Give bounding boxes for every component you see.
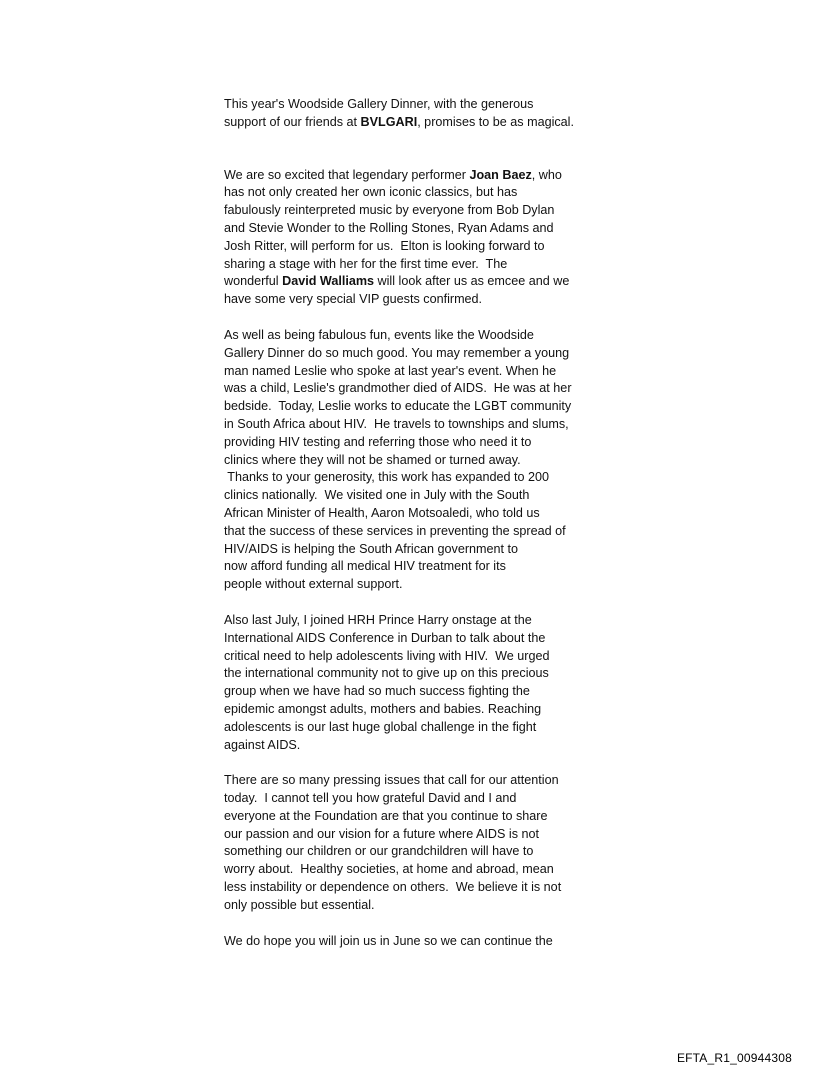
paragraph-spacer (224, 309, 596, 327)
text-line (224, 202, 596, 220)
text-run: has not only created her own iconic classics, but has (224, 185, 518, 200)
text-run: Josh Ritter, will perform for us. Elton is looking forward to (224, 238, 545, 253)
text-line (224, 683, 596, 701)
text-line (224, 879, 596, 897)
bold-name: David Walliams (282, 274, 375, 289)
text-run: man named Leslie who spoke at last year's event. When he (224, 363, 557, 378)
text-line (224, 96, 596, 114)
text-line (224, 701, 596, 719)
text-line (224, 772, 596, 790)
text-run: people without external support. (224, 577, 403, 592)
paragraph-spacer (224, 132, 596, 167)
text-line (224, 238, 596, 256)
text-run: Also last July, I joined HRH Prince Harry onstage at the (224, 612, 532, 627)
paragraph (224, 933, 596, 951)
text-line (224, 291, 596, 309)
document-id-stamp: EFTA_R1_00944308 (676, 1051, 792, 1065)
paragraph-spacer (224, 915, 596, 933)
text-line (224, 167, 596, 185)
text-run: epidemic amongst adults, mothers and babies. Reaching (224, 701, 542, 716)
text-run: the international community not to give up on this precious (224, 666, 549, 681)
text-run: less instability or dependence on others. We believe it is not (224, 880, 562, 895)
text-run: , who (531, 167, 562, 182)
bold-name: Joan Baez (469, 167, 532, 182)
paragraph (224, 96, 596, 132)
text-run: and Stevie Wonder to the Rolling Stones, Ryan Adams and (224, 220, 554, 235)
text-run: in South Africa about HIV. He travels to townships and slums, (224, 416, 569, 431)
text-run: will look after us as emcee and we (374, 274, 570, 289)
text-line (224, 184, 596, 202)
text-line (224, 505, 596, 523)
text-run: worry about. Healthy societies, at home and abroad, mean (224, 862, 554, 877)
text-run: providing HIV testing and referring those who need it to (224, 434, 532, 449)
text-line (224, 719, 596, 737)
text-line (224, 630, 596, 648)
text-run: everyone at the Foundation are that you continue to share (224, 808, 548, 823)
text-run: only possible but essential. (224, 897, 375, 912)
text-line (224, 808, 596, 826)
text-run: We do hope you will join us in June so we can continue the (224, 933, 553, 948)
text-line (224, 576, 596, 594)
text-run: that the success of these services in preventing the spread of (224, 523, 566, 538)
text-run: clinics nationally. We visited one in July with the South (224, 488, 530, 503)
letter-body (224, 96, 596, 950)
text-run: International AIDS Conference in Durban to talk about the (224, 630, 546, 645)
text-run: now afford funding all medical HIV treatment for its (224, 559, 506, 574)
text-line (224, 469, 596, 487)
text-line (224, 452, 596, 470)
text-line (224, 541, 596, 559)
text-run: group when we have had so much success fighting the (224, 684, 530, 699)
text-run: African Minister of Health, Aaron Motsoaledi, who told us (224, 505, 540, 520)
text-line (224, 897, 596, 915)
paragraph (224, 772, 596, 914)
text-run: We are so excited that legendary performer (224, 167, 470, 182)
text-run: our passion and our vision for a future where AIDS is not (224, 826, 540, 841)
text-run: was a child, Leslie's grandmother died of AIDS. He was at her (224, 381, 572, 396)
text-line (224, 558, 596, 576)
text-run: , promises to be as magical. (417, 114, 574, 129)
text-line (224, 273, 596, 291)
text-run: adolescents is our last huge global challenge in the fight (224, 719, 537, 734)
text-line (224, 220, 596, 238)
text-line (224, 487, 596, 505)
text-run: Gallery Dinner do so much good. You may remember a young (224, 345, 570, 360)
text-line (224, 737, 596, 755)
text-line (224, 416, 596, 434)
text-line (224, 363, 596, 381)
text-line (224, 861, 596, 879)
paragraph (224, 167, 596, 309)
text-run: This year's Woodside Gallery Dinner, with the generous (224, 97, 534, 111)
paragraph-spacer (224, 754, 596, 772)
text-run: support of our friends at (224, 114, 361, 129)
text-line (224, 345, 596, 363)
text-line (224, 327, 596, 345)
text-run: wonderful (224, 274, 283, 289)
text-run: clinics where they will not be shamed or turned away. (224, 452, 521, 467)
text-line (224, 843, 596, 861)
text-line (224, 434, 596, 452)
text-run: sharing a stage with her for the first time ever. The (224, 256, 508, 271)
text-run: fabulously reinterpreted music by everyone from Bob Dylan (224, 203, 555, 218)
paragraph (224, 327, 596, 594)
text-run: There are so many pressing issues that call for our attention (224, 773, 559, 788)
text-run: As well as being fabulous fun, events like the Woodside (224, 327, 534, 342)
text-line (224, 790, 596, 808)
text-line (224, 256, 596, 274)
text-line (224, 648, 596, 666)
bold-name: BVLGARI (360, 114, 418, 129)
text-line (224, 665, 596, 683)
text-run: have some very special VIP guests confirmed. (224, 292, 483, 307)
paragraph (224, 612, 596, 754)
text-line (224, 523, 596, 541)
text-line (224, 380, 596, 398)
text-run: something our children or our grandchildren will have to (224, 844, 534, 859)
text-line (224, 398, 596, 416)
paragraph-spacer (224, 594, 596, 612)
text-run: critical need to help adolescents living with HIV. We urged (224, 648, 550, 663)
text-run: bedside. Today, Leslie works to educate the LGBT community (224, 399, 572, 414)
text-line (224, 933, 596, 951)
text-line (224, 612, 596, 630)
text-run: against AIDS. (224, 737, 301, 752)
text-run: today. I cannot tell you how grateful David and I and (224, 791, 517, 806)
text-line (224, 114, 596, 132)
text-line (224, 826, 596, 844)
text-run: HIV/AIDS is helping the South African government to (224, 541, 519, 556)
text-run: Thanks to your generosity, this work has expanded to 200 (224, 470, 550, 485)
